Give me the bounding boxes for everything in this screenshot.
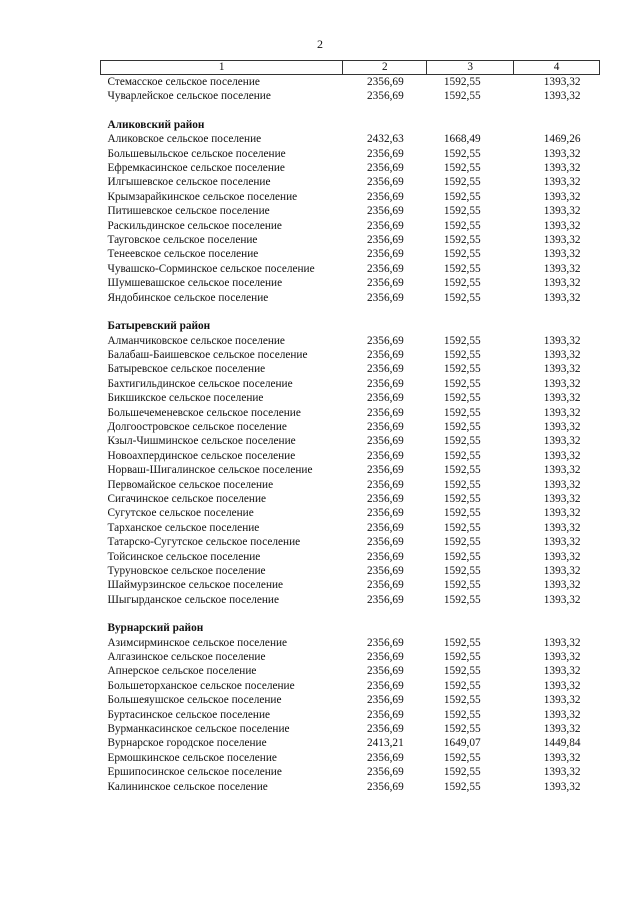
table-row [101,233,600,247]
settlement-name: Большеяушское сельское поселение [107,694,282,707]
table-row [101,391,600,405]
value-col-2: 2356,69 [367,420,404,433]
value-col-2: 2356,69 [367,406,404,419]
settlement-name: Раскильдинское сельское поселение [107,219,282,232]
value-col-3: 1592,55 [443,708,481,721]
region-header-row [101,607,600,635]
settlement-name: Азимсирминское сельское поселение [107,636,288,649]
settlement-name: Тенеевское сельское поселение [107,248,259,261]
table-row [101,780,600,794]
value-col-2: 2356,69 [367,363,404,376]
value-col-3: 1649,07 [443,737,481,750]
value-col-4: 1393,32 [543,420,581,433]
value-col-4: 1393,32 [543,565,581,577]
value-col-3: 1592,55 [443,176,481,189]
value-col-2: 2356,69 [367,723,404,736]
table-row [101,708,600,722]
value-col-2: 2356,69 [367,521,404,534]
table-row [101,377,600,391]
value-col-4: 1393,32 [543,665,581,678]
value-col-3: 1592,55 [443,679,481,692]
settlement-name: Сигачинское сельское поселение [107,492,267,505]
settlement-name: Батыревское сельское поселение [107,363,266,376]
value-col-2: 2356,69 [367,190,404,203]
value-col-4: 1449,84 [543,737,581,750]
table-row [101,578,600,592]
settlement-name: Балабаш-Баишевское сельское поселение [107,348,308,361]
settlement-name: Калининское сельское поселение [107,780,268,793]
value-col-4: 1393,32 [543,219,581,232]
settlement-name: Большечеменевское сельское поселение [107,406,301,419]
table-row [101,434,600,448]
value-col-3: 1592,55 [443,723,481,736]
value-col-4: 1393,32 [543,636,581,649]
value-col-4: 1393,32 [543,651,581,664]
value-col-4: 1393,32 [543,521,581,534]
table-row [101,262,600,276]
settlement-name: Новоахпердинское сельское поселение [107,449,296,462]
value-col-2: 2356,69 [367,679,404,692]
settlement-name: Шыгырданское сельское поселение [107,593,279,606]
value-col-2: 2356,69 [367,636,404,649]
value-col-4: 1393,32 [543,176,581,189]
column-header: 2 [343,61,427,75]
settlement-name: Стемасское сельское поселение [107,76,260,88]
table-row [101,478,600,492]
settlement-name: Тауговское сельское поселение [107,234,258,247]
settlement-name: Ершипосинское сельское поселение [107,766,282,779]
value-col-2: 2356,69 [367,651,404,664]
table-row [101,550,600,564]
settlement-name: Илгышевское сельское поселение [107,176,271,189]
value-col-4: 1393,32 [543,248,581,261]
value-col-2: 2356,69 [367,377,404,390]
value-col-2: 2432,63 [367,133,404,146]
settlement-name: Крымзарайкинское сельское поселение [107,190,298,203]
settlement-name: Сугутское сельское поселение [107,507,254,520]
table-row [101,722,600,736]
settlement-name: Буртасинское сельское поселение [107,708,271,721]
settlement-name: Вурманкасинское сельское поселение [107,723,290,736]
table-row [101,247,600,261]
value-col-2: 2356,69 [367,449,404,462]
value-col-4: 1393,32 [543,147,581,160]
table-row [101,679,600,693]
table-body [101,75,600,795]
column-header: 4 [514,61,600,75]
value-col-3: 1592,55 [443,334,481,347]
value-col-3: 1592,55 [443,780,481,793]
value-col-3: 1592,55 [443,248,481,261]
value-col-3: 1592,55 [443,277,481,290]
value-col-3: 1592,55 [443,507,481,520]
settlement-name: Бикшикское сельское поселение [107,392,264,405]
settlement-name: Алманчиковское сельское поселение [107,334,285,347]
settlement-name: Большеторханское сельское поселение [107,679,295,692]
table-row [101,751,600,765]
value-col-4: 1393,32 [543,348,581,361]
table-row [101,348,600,362]
value-col-3: 1592,55 [443,219,481,232]
table-row [101,521,600,535]
value-col-4: 1393,32 [543,507,581,520]
column-header: 3 [427,61,514,75]
table-row [101,492,600,506]
value-col-3: 1592,55 [443,435,481,448]
value-col-3: 1592,55 [443,636,481,649]
table-row [101,175,600,189]
value-col-4: 1393,32 [543,162,581,175]
value-col-2: 2356,69 [367,277,404,290]
value-col-4: 1393,32 [543,478,581,491]
table-row [101,132,600,146]
settlement-name: Чуварлейское сельское поселение [107,90,271,103]
value-col-2: 2356,69 [367,665,404,678]
value-col-2: 2356,69 [367,579,404,592]
value-col-4: 1393,32 [543,291,581,304]
table-row [101,593,600,607]
value-col-3: 1592,55 [443,90,481,103]
value-col-4: 1393,32 [543,536,581,549]
settlement-name: Тарханское сельское поселение [107,521,260,534]
value-col-4: 1393,32 [543,694,581,707]
table-row [101,420,600,434]
value-col-2: 2356,69 [367,464,404,477]
value-col-3: 1592,55 [443,291,481,304]
value-col-3: 1592,55 [443,766,481,779]
value-col-2: 2356,69 [367,565,404,577]
value-col-4: 1393,32 [543,780,581,793]
value-col-4: 1393,32 [543,593,581,606]
value-col-4: 1393,32 [543,262,581,275]
table-row [101,463,600,477]
value-col-2: 2356,69 [367,751,404,764]
value-col-4: 1393,32 [543,76,581,88]
value-col-3: 1592,55 [443,464,481,477]
value-col-2: 2356,69 [367,162,404,175]
table-row [101,190,600,204]
settlement-name: Татарско-Сугутское сельское поселение [107,536,301,549]
table-row [101,362,600,376]
value-col-3: 1592,55 [443,521,481,534]
value-col-2: 2356,69 [367,90,404,103]
page-number: 2 [317,37,323,51]
value-col-3: 1592,55 [443,665,481,678]
settlement-name: Алгазинское сельское поселение [107,651,266,664]
table-header [101,61,600,75]
value-col-2: 2356,69 [367,478,404,491]
value-col-2: 2356,69 [367,435,404,448]
table-row [101,693,600,707]
table-row [101,75,600,90]
value-col-3: 1668,49 [443,133,481,146]
value-col-4: 1469,26 [543,133,581,146]
value-col-4: 1393,32 [543,492,581,505]
value-col-3: 1592,55 [443,348,481,361]
table-row [101,276,600,290]
value-col-2: 2413,21 [367,737,404,750]
value-col-4: 1393,32 [543,190,581,203]
value-col-2: 2356,69 [367,291,404,304]
settlement-name: Норваш-Шигалинское сельское поселение [107,464,313,477]
settlement-name: Шумшевашское сельское поселение [107,277,283,290]
table-row [101,765,600,779]
column-header: 1 [101,61,343,75]
value-col-2: 2356,69 [367,593,404,606]
value-col-3: 1592,55 [443,392,481,405]
value-col-2: 2356,69 [367,234,404,247]
settlement-name: Вурнарское городское поселение [107,737,267,750]
value-col-3: 1592,55 [443,565,481,577]
value-col-4: 1393,32 [543,90,581,103]
value-col-4: 1393,32 [543,579,581,592]
value-col-2: 2356,69 [367,392,404,405]
settlement-name: Питишевское сельское поселение [107,205,270,218]
value-col-4: 1393,32 [543,277,581,290]
value-col-4: 1393,32 [543,464,581,477]
value-col-2: 2356,69 [367,550,404,563]
settlement-name: Шаймурзинское сельское поселение [107,579,284,592]
settlement-name: Ермошкинское сельское поселение [107,751,277,764]
value-col-4: 1393,32 [543,435,581,448]
region-header-row [101,104,600,132]
table-row [101,535,600,549]
value-col-2: 2356,69 [367,694,404,707]
value-col-2: 2356,69 [367,262,404,275]
table-row [101,449,600,463]
value-col-4: 1393,32 [543,723,581,736]
settlement-name: Туруновское сельское поселение [107,565,266,577]
region-title: Вурнарский район [107,622,204,635]
settlement-name: Долгоостровское сельское поселение [107,420,287,433]
value-col-2: 2356,69 [367,507,404,520]
value-col-3: 1592,55 [443,751,481,764]
table-row [101,506,600,520]
settlement-name: Бахтигильдинское сельское поселение [107,377,293,390]
value-col-4: 1393,32 [543,363,581,376]
value-col-2: 2356,69 [367,205,404,218]
table-row [101,650,600,664]
value-col-3: 1592,55 [443,593,481,606]
value-col-2: 2356,69 [367,766,404,779]
settlement-name: Апнерское сельское поселение [107,665,257,678]
value-col-2: 2356,69 [367,780,404,793]
value-col-4: 1393,32 [543,766,581,779]
value-col-3: 1592,55 [443,234,481,247]
value-col-3: 1592,55 [443,205,481,218]
value-col-2: 2356,69 [367,492,404,505]
value-col-3: 1592,55 [443,449,481,462]
value-col-3: 1592,55 [443,363,481,376]
value-col-2: 2356,69 [367,219,404,232]
value-col-3: 1592,55 [443,406,481,419]
value-col-3: 1592,55 [443,162,481,175]
table-row [101,204,600,218]
value-col-3: 1592,55 [443,579,481,592]
settlement-name: Большевыльское сельское поселение [107,147,286,160]
table-row [101,406,600,420]
settlement-name: Яндобинское сельское поселение [107,291,269,304]
value-col-3: 1592,55 [443,262,481,275]
table-row [101,564,600,578]
settlement-name: Первомайское сельское поселение [107,478,274,491]
value-col-4: 1393,32 [543,679,581,692]
settlement-name: Кзыл-Чишминское сельское поселение [107,435,296,448]
tariff-table [100,60,600,794]
table-row [101,161,600,175]
value-col-4: 1393,32 [543,751,581,764]
value-col-4: 1393,32 [543,234,581,247]
region-title: Батыревский район [107,320,211,333]
value-col-2: 2356,69 [367,248,404,261]
value-col-4: 1393,32 [543,392,581,405]
value-col-2: 2356,69 [367,536,404,549]
value-col-4: 1393,32 [543,708,581,721]
value-col-2: 2356,69 [367,76,404,88]
value-col-3: 1592,55 [443,147,481,160]
value-col-3: 1592,55 [443,550,481,563]
region-title: Аликовский район [107,118,205,131]
table-row [101,664,600,678]
value-col-2: 2356,69 [367,176,404,189]
table-row [101,291,600,305]
value-col-3: 1592,55 [443,694,481,707]
region-header-row [101,305,600,333]
value-col-3: 1592,55 [443,478,481,491]
value-col-2: 2356,69 [367,708,404,721]
value-col-3: 1592,55 [443,651,481,664]
table-row [101,147,600,161]
value-col-4: 1393,32 [543,449,581,462]
value-col-2: 2356,69 [367,147,404,160]
value-col-3: 1592,55 [443,190,481,203]
table-row [101,334,600,348]
value-col-3: 1592,55 [443,492,481,505]
value-col-3: 1592,55 [443,76,481,88]
value-col-2: 2356,69 [367,334,404,347]
settlement-name: Чувашско-Сорминское сельское поселение [107,262,315,275]
value-col-3: 1592,55 [443,536,481,549]
settlement-name: Аликовское сельское поселение [107,133,262,146]
settlement-name: Ефремкасинское сельское поселение [107,162,285,175]
value-col-3: 1592,55 [443,420,481,433]
value-col-4: 1393,32 [543,334,581,347]
table-row [101,219,600,233]
value-col-4: 1393,32 [543,406,581,419]
value-col-4: 1393,32 [543,377,581,390]
table-row [101,89,600,103]
value-col-4: 1393,32 [543,550,581,563]
settlement-name: Тойсинское сельское поселение [107,550,261,563]
table-row [101,736,600,750]
table-row [101,636,600,650]
value-col-3: 1592,55 [443,377,481,390]
value-col-4: 1393,32 [543,205,581,218]
value-col-2: 2356,69 [367,348,404,361]
